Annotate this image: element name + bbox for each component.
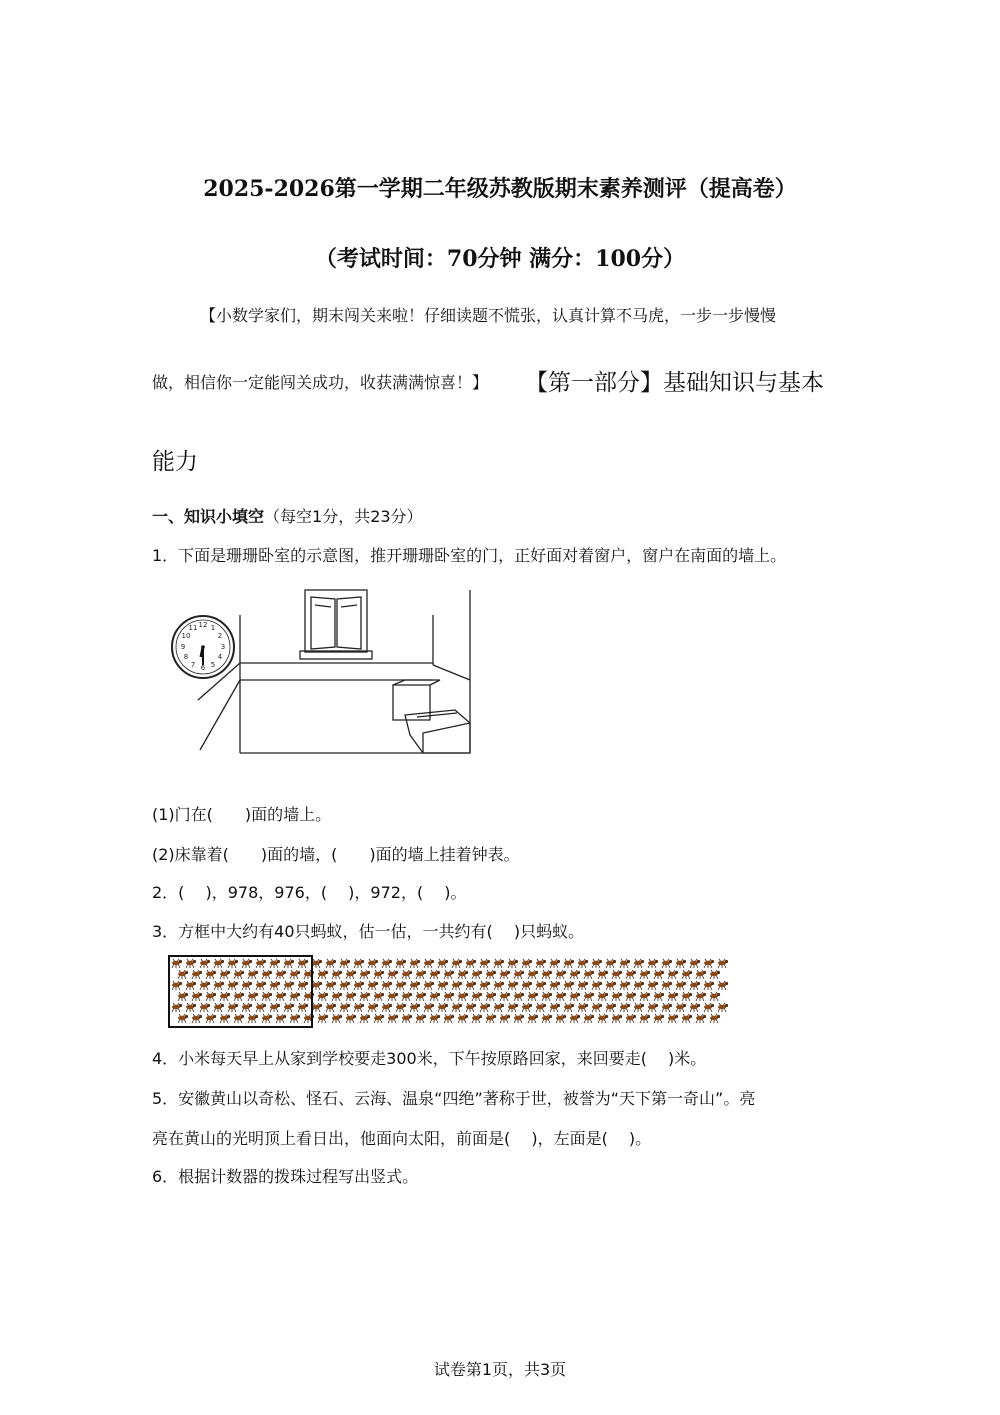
ant-icon [396,981,406,990]
ant-icon [528,970,538,979]
ant-icon [542,992,552,1001]
ant-icon [220,970,230,979]
ant-icon [598,1014,608,1023]
ant-icon [290,970,300,979]
ant-icon [612,992,622,1001]
ant-icon [178,970,188,979]
ant-icon [466,959,476,968]
ant-icon [458,992,468,1001]
ant-icon [206,992,216,1001]
ant-icon [430,1014,440,1023]
ant-icon [648,1003,658,1012]
ant-icon [402,970,412,979]
ant-icon [192,970,202,979]
ant-icon [368,959,378,968]
ant-icon [410,959,420,968]
ant-icon [578,959,588,968]
ant-icon [458,970,468,979]
ant-icon [346,1014,356,1023]
ant-icon [550,1003,560,1012]
ant-icon [276,970,286,979]
ant-icon [340,1003,350,1012]
ant-icon [318,970,328,979]
wall-clock-icon [172,616,234,678]
ant-icon [486,992,496,1001]
part-heading-a: 【第一部分】基础知识与基本 [525,370,824,396]
ant-icon [514,992,524,1001]
ant-icon [438,959,448,968]
question-5-line-2: 亮在黄山的光明顶上看日出，他面向太阳，前面是( )，左面是( )。 [152,1129,652,1148]
ant-icon [340,981,350,990]
ant-icon [598,970,608,979]
ant-icon [578,1003,588,1012]
ant-icon [312,959,322,968]
ant-icon [578,981,588,990]
clock-number-4: 4 [217,653,223,661]
ant-icon [626,992,636,1001]
clock-number-2: 2 [217,632,223,640]
ant-icon [206,970,216,979]
ant-icon [626,970,636,979]
ant-icon [494,959,504,968]
ant-icon [262,992,272,1001]
question-6: 6．根据计数器的拨珠过程写出竖式。 [152,1167,419,1186]
ant-icon [620,959,630,968]
ant-icon [228,959,238,968]
ant-icon [718,1003,728,1012]
ant-icon [494,1003,504,1012]
ant-icon [662,959,672,968]
ant-icon [514,1014,524,1023]
ant-icon [388,1014,398,1023]
ant-icon [690,1003,700,1012]
ant-icon [228,1003,238,1012]
intro-line-1: 【小数学家们，期末闯关来啦！仔细读题不慌张，认真计算不马虎，一步一步慢慢 [200,306,777,325]
ant-icon [550,981,560,990]
ant-icon [200,981,210,990]
ant-icon [682,970,692,979]
ant-icon [354,1003,364,1012]
ant-icon [200,1003,210,1012]
ant-icon [682,992,692,1001]
ant-icon [634,959,644,968]
question-5-line-1: 5．安徽黄山以奇松、怪石、云海、温泉“四绝”著称于世，被誉为“天下第一奇山”。亮 [152,1089,756,1108]
ant-icon [374,1014,384,1023]
clock-number-8: 8 [183,653,189,661]
ant-icon [584,1014,594,1023]
bed-icon [393,680,470,753]
ant-icon [214,1003,224,1012]
ant-icon [270,1003,280,1012]
ant-icon [368,981,378,990]
clock-number-7: 7 [190,661,196,669]
ant-icon [416,992,426,1001]
ant-icon [556,992,566,1001]
ant-icon [346,970,356,979]
ant-icon [374,992,384,1001]
ant-icon [718,981,728,990]
ant-icon [290,992,300,1001]
ant-icon [570,970,580,979]
ant-icon [318,1014,328,1023]
ant-icon [298,981,308,990]
ant-icon [522,981,532,990]
ant-icon [172,981,182,990]
ant-icon [396,959,406,968]
ant-icon [536,959,546,968]
ant-icon [528,1014,538,1023]
ant-icon [704,959,714,968]
ant-icon [640,1014,650,1023]
ant-icon [542,970,552,979]
ant-icon [500,970,510,979]
ant-icon [634,1003,644,1012]
ant-icon [424,981,434,990]
ant-icon [696,992,706,1001]
ant-icon [452,981,462,990]
ant-icon [214,981,224,990]
ant-icon [382,1003,392,1012]
ant-icon [444,992,454,1001]
ant-icon [214,959,224,968]
ant-icon [648,959,658,968]
ant-icon [676,981,686,990]
ant-icon [284,1003,294,1012]
ant-icon [514,970,524,979]
ant-icon [662,1003,672,1012]
ant-icon [276,1014,286,1023]
ant-icon [234,1014,244,1023]
ant-icon [542,1014,552,1023]
ant-icon [508,981,518,990]
ant-icon [262,970,272,979]
ant-icon [298,1003,308,1012]
ant-icon [640,992,650,1001]
ant-icon [270,959,280,968]
ant-icon [220,1014,230,1023]
ant-icon [326,981,336,990]
ant-icon [430,992,440,1001]
ant-icon [662,981,672,990]
ant-icon [606,1003,616,1012]
ant-icon [508,1003,518,1012]
ant-icon [326,959,336,968]
clock-number-1: 1 [210,624,216,632]
ant-icon [472,970,482,979]
ant-icon [682,1014,692,1023]
ant-icon [668,992,678,1001]
ant-icon [374,970,384,979]
ant-icon [284,981,294,990]
ant-icon [228,981,238,990]
ant-icon [592,1003,602,1012]
ant-icon [382,981,392,990]
ant-icon [332,970,342,979]
ant-icon [192,992,202,1001]
ant-icon [256,981,266,990]
page-footer: 试卷第1页，共3页 [433,1360,567,1379]
page-subtitle: （考试时间：70分钟 满分：100分） [314,246,686,272]
ant-icon [242,1003,252,1012]
ant-icon [416,970,426,979]
ant-icon [710,992,720,1001]
question-3: 3．方框中大约有40只蚂蚁，估一估，一共约有( )只蚂蚁。 [152,922,585,941]
ant-icon [564,1003,574,1012]
ant-icon [550,959,560,968]
question-1-sub-1: (1)门在( )面的墙上。 [152,805,332,824]
ant-icon [452,959,462,968]
question-1-sub-2: (2)床靠着( )面的墙，( )面的墙上挂着钟表。 [152,845,520,864]
ant-icon [564,959,574,968]
ant-icon [508,959,518,968]
ant-icon [242,959,252,968]
ant-icon [592,981,602,990]
ant-icon [654,1014,664,1023]
ant-icon [710,970,720,979]
ant-icon [298,959,308,968]
ant-icon [346,992,356,1001]
ant-icon [410,1003,420,1012]
ant-icon [598,992,608,1001]
ant-icon [556,970,566,979]
ant-icon [206,1014,216,1023]
clock-number-6: 6 [200,664,206,672]
ant-icon [696,970,706,979]
ant-icon [318,992,328,1001]
clock-number-12: 12 [198,621,208,629]
ant-icon [556,1014,566,1023]
ant-icon [424,959,434,968]
section-1-note: （每空1分，共23分） [264,507,423,526]
ant-icon [284,959,294,968]
ant-icon [472,992,482,1001]
ant-icon [172,1003,182,1012]
ant-icon [564,981,574,990]
ant-icon [290,1014,300,1023]
ant-icon [354,959,364,968]
ant-icon [690,981,700,990]
clock-number-9: 9 [180,643,186,651]
ant-icon [326,1003,336,1012]
ant-icon [612,970,622,979]
ant-icon [676,1003,686,1012]
ant-icon [606,959,616,968]
ant-icon [612,1014,622,1023]
ant-icon [388,992,398,1001]
ant-icon [234,970,244,979]
ant-icon [430,970,440,979]
ant-icon [486,970,496,979]
ant-icon [332,1014,342,1023]
question-4: 4．小米每天早上从家到学校要走300米，下午按原路回家，来回要走( )米。 [152,1049,707,1068]
ant-icon [620,1003,630,1012]
page-title: 2025-2026第一学期二年级苏教版期末素养测评（提高卷） [203,176,797,202]
ant-icon [416,1014,426,1023]
intro-line-2: 做，相信你一定能闯关成功，收获满满惊喜！】 [152,373,489,392]
ant-icon [402,992,412,1001]
clock-number-5: 5 [210,661,216,669]
ant-icon [592,959,602,968]
ant-icon [186,1003,196,1012]
ant-icon [536,981,546,990]
ant-icon [360,1014,370,1023]
ant-icon [248,1014,258,1023]
ant-icon [396,1003,406,1012]
ant-icon [704,981,714,990]
ant-icon [172,959,182,968]
ant-icon [192,1014,202,1023]
ant-icon [570,992,580,1001]
ant-icon [480,959,490,968]
question-1: 1．下面是珊珊卧室的示意图，推开珊珊卧室的门，正好面对着窗户，窗户在南面的墙上。 [152,546,787,565]
ant-icon [620,981,630,990]
ant-icon [494,981,504,990]
ant-icon [410,981,420,990]
ant-icon [388,970,398,979]
ant-icon [220,992,230,1001]
ant-icon [444,1014,454,1023]
ant-icon [262,1014,272,1023]
ant-icon [256,959,266,968]
ant-icon [472,1014,482,1023]
ant-icon [654,992,664,1001]
clock-number-10: 10 [181,632,191,640]
ant-icon [256,1003,266,1012]
ant-icon [424,1003,434,1012]
ant-icon [444,970,454,979]
ant-icon [466,981,476,990]
ant-icon [270,981,280,990]
ant-icon [718,959,728,968]
ant-icon [704,1003,714,1012]
section-1-title: 一、知识小填空 [152,507,265,526]
question-2: 2．( )，978，976，( )，972，( )。 [152,883,467,902]
ant-icon [668,1014,678,1023]
ant-icon [186,959,196,968]
ant-icon [312,981,322,990]
ant-icon [360,992,370,1001]
part-heading-b: 能力 [152,449,198,475]
ant-icon [528,992,538,1001]
clock-number-3: 3 [220,643,226,651]
ant-icon [522,959,532,968]
ant-icon [640,970,650,979]
ant-icon [500,992,510,1001]
ant-icon [654,970,664,979]
ant-icon [648,981,658,990]
ant-icon [584,992,594,1001]
ant-icon [248,992,258,1001]
ant-icon [626,1014,636,1023]
ant-icon [178,1014,188,1023]
ant-icon [242,981,252,990]
ant-icon [696,1014,706,1023]
ant-icon [248,970,258,979]
ant-icon [466,1003,476,1012]
ant-icon [438,981,448,990]
ant-icon [458,1014,468,1023]
ant-icon [522,1003,532,1012]
ant-icon [368,1003,378,1012]
section-1-heading [152,504,423,527]
ant-icon [178,992,188,1001]
ant-icon [276,992,286,1001]
ant-icon [340,959,350,968]
ant-icon [382,959,392,968]
ant-icon [668,970,678,979]
window-icon [300,590,372,659]
ant-icon [360,970,370,979]
ant-icon [234,992,244,1001]
ant-icon [536,1003,546,1012]
ant-icon [452,1003,462,1012]
ant-icon [606,981,616,990]
ant-icon [676,959,686,968]
ant-icon [402,1014,412,1023]
ant-icon [570,1014,580,1023]
ant-icon [710,1014,720,1023]
ant-icon [186,981,196,990]
ant-icon [354,981,364,990]
ant-icon [634,981,644,990]
ant-icon [690,959,700,968]
ant-icon [480,981,490,990]
ants-picture [168,955,733,1030]
ant-icon [480,1003,490,1012]
ant-icon [584,970,594,979]
ants-group [172,959,728,1023]
ant-icon [486,1014,496,1023]
ant-icon [312,1003,322,1012]
ant-icon [500,1014,510,1023]
ant-icon [332,992,342,1001]
ant-icon [438,1003,448,1012]
bedroom-diagram [165,585,480,760]
clock-number-11: 11 [188,624,198,632]
ant-icon [200,959,210,968]
